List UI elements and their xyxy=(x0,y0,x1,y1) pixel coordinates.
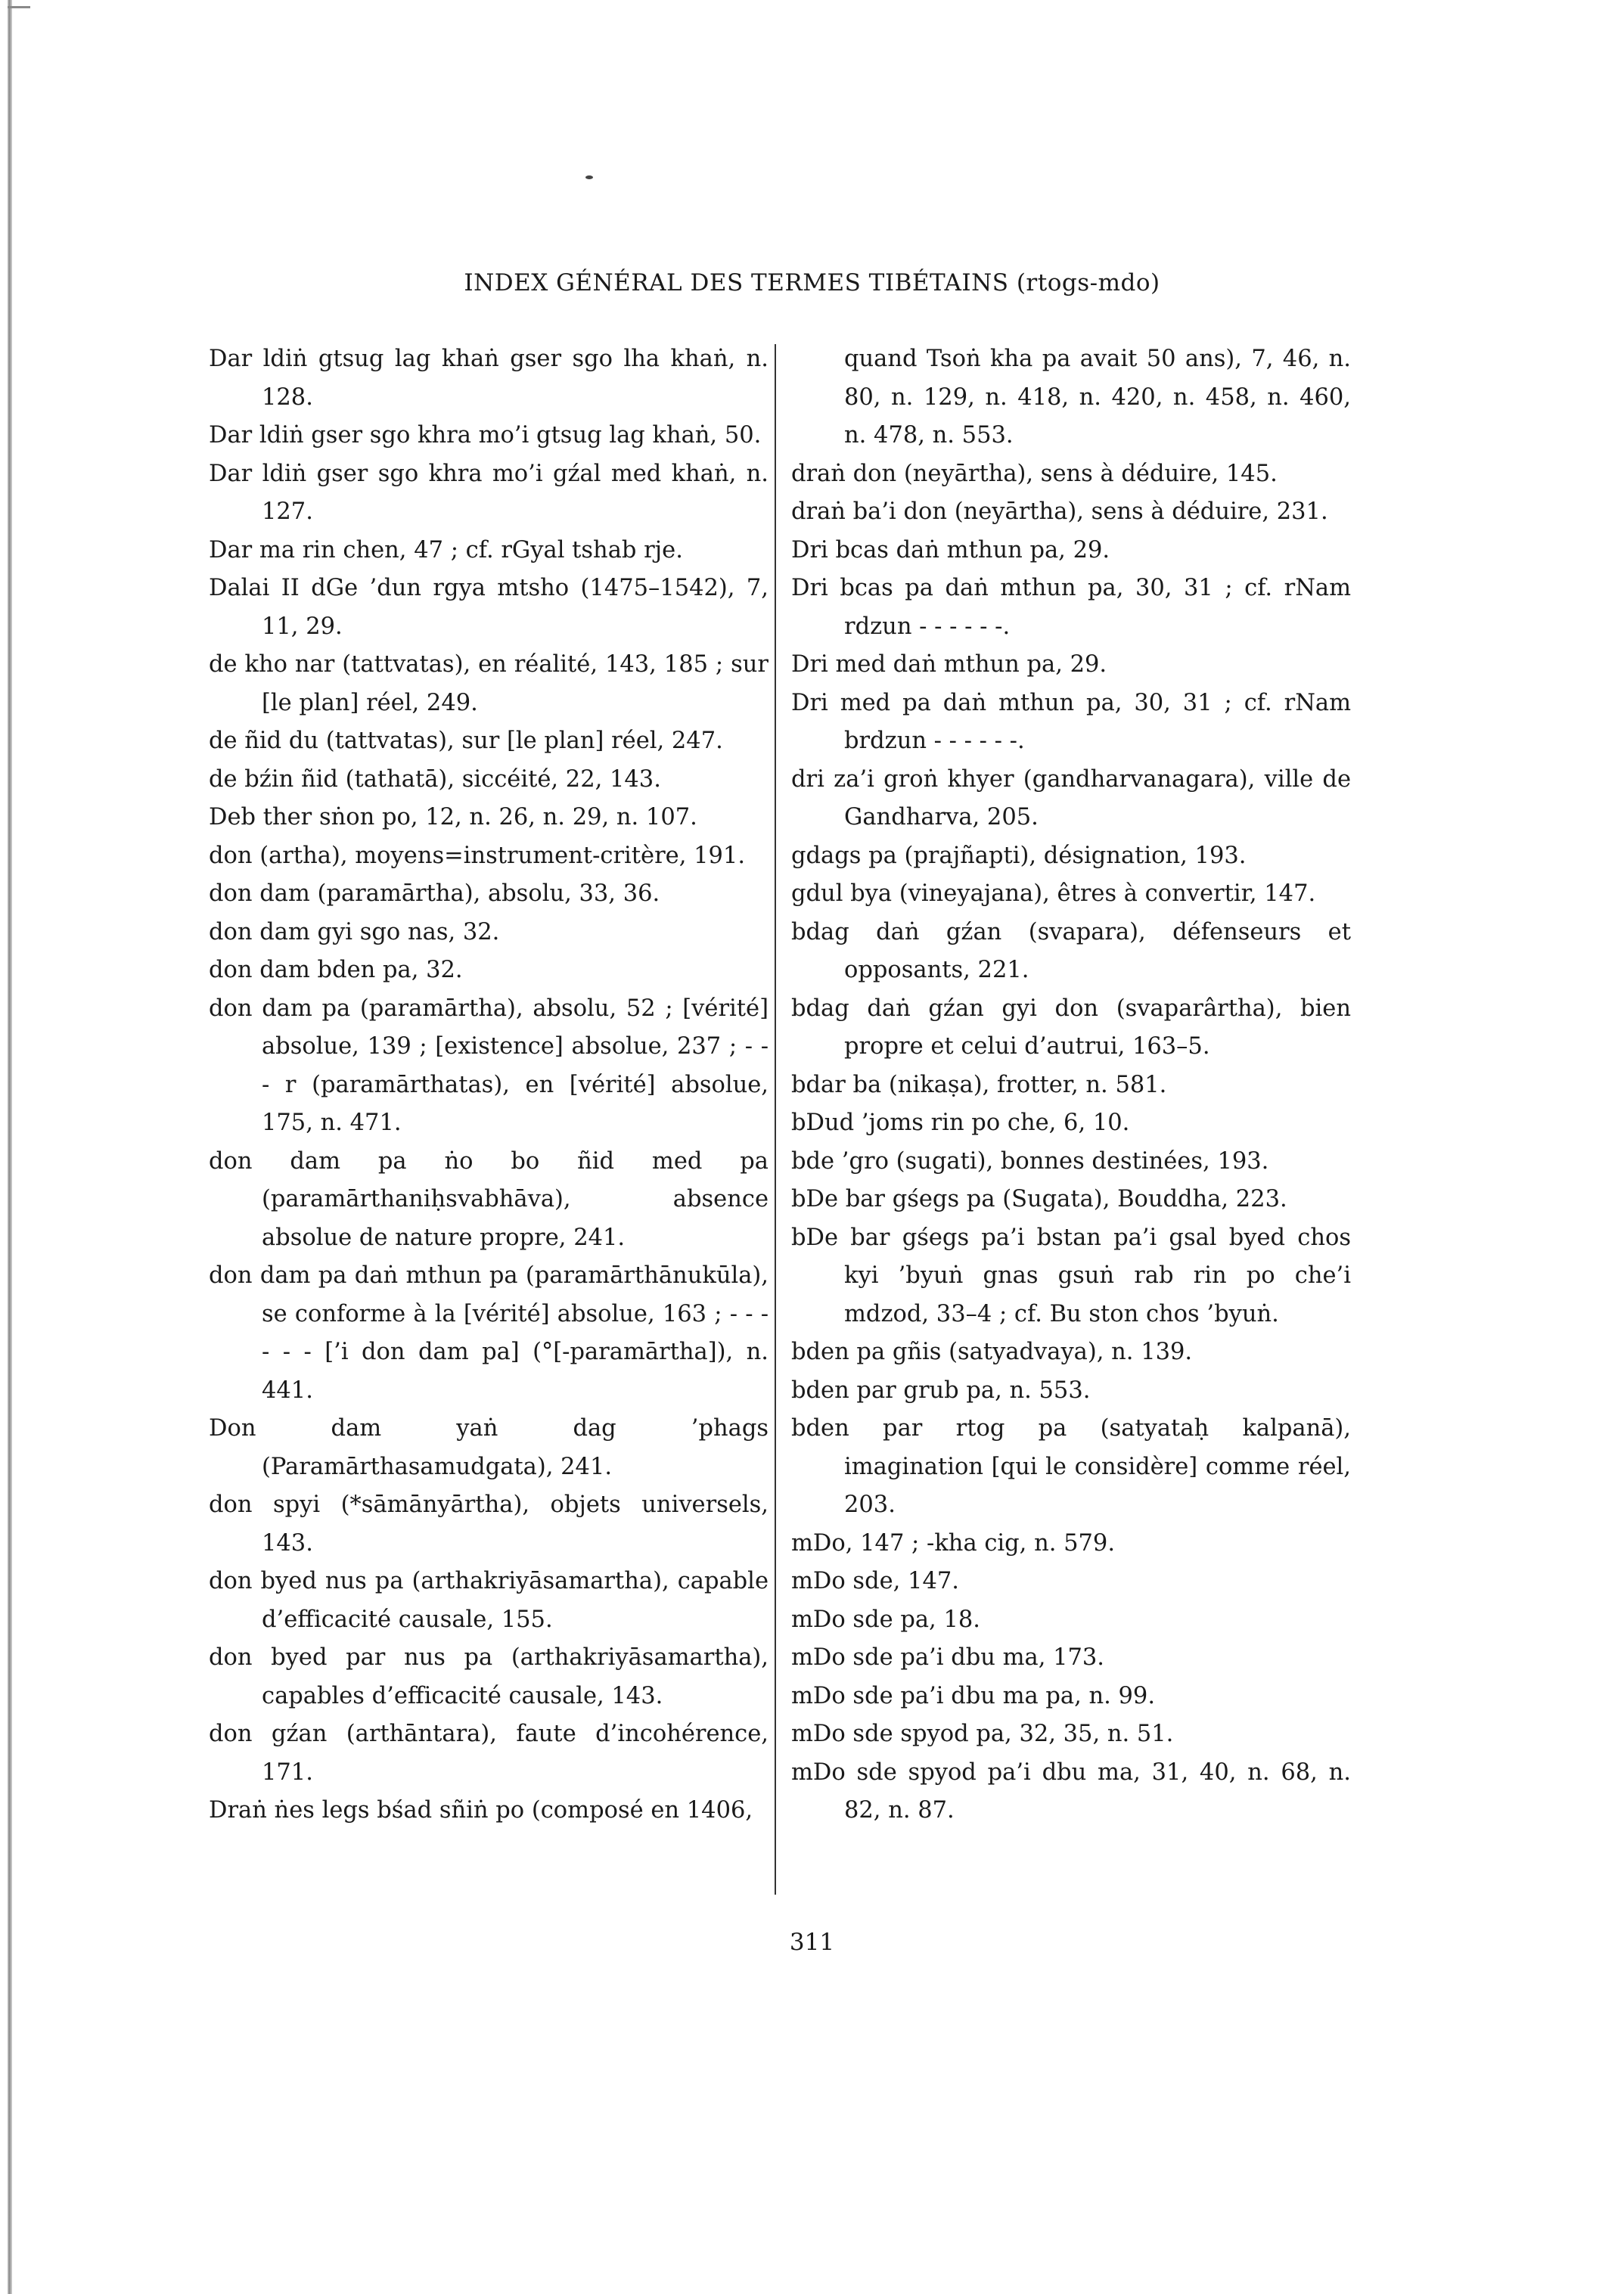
index-entry: don dam pa ṅo bo ñid med pa (paramārthaniḥsvabhāva), absence absolue de nature propre, 241. xyxy=(209,1147,769,1251)
index-entry: mDo sde pa’i dbu ma pa, n. 99. xyxy=(791,1682,1156,1709)
index-entry: Dar ma rin chen, 47 ; cf. rGyal tshab rje. xyxy=(209,536,683,563)
index-entry: mDo sde spyod pa, 32, 35, n. 51. xyxy=(791,1721,1174,1747)
index-entry: de kho nar (tattvatas), en réalité, 143, 185 ; sur [le plan] réel, 249. xyxy=(209,651,769,716)
index-entry: de ñid du (tattvatas), sur [le plan] réel, 247. xyxy=(209,728,723,754)
index-entry: Dri bcas pa daṅ mthun pa, 30, 31 ; cf. rNam rdzun - - - - - -. xyxy=(791,575,1351,640)
index-entry: draṅ don (neyārtha), sens à déduire, 145. xyxy=(791,460,1278,487)
index-entry: bdag daṅ gźan gyi don (svaparârtha), bien propre et celui d’autrui, 163–5. xyxy=(791,995,1351,1060)
index-entry: don dam (paramārtha), absolu, 33, 36. xyxy=(209,880,660,907)
right-column xyxy=(791,340,1351,1830)
index-entry: bden par rtog pa (satyataḥ kalpanā), imagination [qui le considère] comme réel, 203. xyxy=(791,1415,1351,1518)
index-entry: don dam pa daṅ mthun pa (paramārthānukūla), se conforme à la [vérité] absolue, 163 ; - - - - - - [’i don dam pa] (°[-paramārtha]), n. 441. xyxy=(209,1262,769,1404)
index-entry: don dam pa (paramārtha), absolu, 52 ; [vérité] absolue, 139 ; [existence] absolue, 237 ; - - - r (paramārthatas), en [vérité] absolue, 175, n. 471. xyxy=(209,995,769,1136)
index-entry: don dam gyi sgo nas, 32. xyxy=(209,918,500,945)
index-entry-continuation: quand Tsoṅ kha pa avait 50 ans), 7, 46, n. 80, n. 129, n. 418, n. 420, n. 458, n. 460, n. 478, n. 553. xyxy=(844,346,1351,449)
index-entry: don gźan (arthāntara), faute d’incohérence, 171. xyxy=(209,1721,769,1786)
index-entry: de bźin ñid (tathatā), siccéité, 22, 143. xyxy=(209,765,661,793)
index-entry: draṅ ba’i don (neyārtha), sens à déduire, 231. xyxy=(791,498,1328,525)
index-entry: bdar ba (nikaṣa), frotter, n. 581. xyxy=(791,1071,1167,1098)
index-entry: don (artha), moyens=instrument-critère, 191. xyxy=(209,842,746,869)
index-entry: don dam bden pa, 32. xyxy=(209,957,463,983)
index-entry: Deb ther sṅon po, 12, n. 26, n. 29, n. 107. xyxy=(209,804,697,830)
index-entry: Don dam yaṅ dag ’phags (Paramārthasamudgata), 241. xyxy=(209,1415,769,1480)
index-entry: mDo, 147 ; -kha cig, n. 579. xyxy=(791,1529,1116,1557)
index-entry: bDe bar gśegs pa (Sugata), Bouddha, 223. xyxy=(791,1186,1287,1212)
index-entry: don byed nus pa (arthakriyāsamartha), capable d’efficacité causale, 155. xyxy=(209,1568,769,1633)
index-entry: bdag daṅ gźan (svapara), défenseurs et opposants, 221. xyxy=(791,918,1351,983)
index-entry: dri za’i groṅ khyer (gandharvanagara), ville de Gandharva, 205. xyxy=(791,765,1351,830)
index-entry: Dalai II dGe ’dun rgya mtsho (1475–1542), 7, 11, 29. xyxy=(209,575,769,640)
index-entry: Dri med pa daṅ mthun pa, 30, 31 ; cf. rNam brdzun - - - - - -. xyxy=(791,689,1351,754)
index-entry: bden pa gñis (satyadvaya), n. 139. xyxy=(791,1339,1193,1365)
index-entry: don spyi (*sāmānyārtha), objets universels, 143. xyxy=(209,1492,769,1557)
index-entry: Dri bcas daṅ mthun pa, 29. xyxy=(791,536,1110,563)
left-column xyxy=(209,340,769,1830)
index-entry: Dri med daṅ mthun pa, 29. xyxy=(791,651,1107,678)
index-entry: bDud ’joms rin po che, 6, 10. xyxy=(791,1110,1130,1136)
index-entry: gdags pa (prajñapti), désignation, 193. xyxy=(791,842,1247,869)
index-entry: bde ’gro (sugati), bonnes destinées, 193. xyxy=(791,1147,1269,1175)
page-number: 311 xyxy=(789,1929,835,1956)
index-entry: mDo sde pa, 18. xyxy=(791,1606,980,1633)
index-entry: don byed par nus pa (arthakriyāsamartha), capables d’efficacité causale, 143. xyxy=(209,1644,769,1709)
running-header: INDEX GÉNÉRAL DES TERMES TIBÉTAINS (rtogs-mdo) xyxy=(464,269,1160,296)
index-entry: Dar ldiṅ gser sgo khra mo’i gźal med khaṅ, n. 127. xyxy=(209,460,769,525)
index-entry: mDo sde pa’i dbu ma, 173. xyxy=(791,1644,1104,1671)
index-entry: mDo sde spyod pa’i dbu ma, 31, 40, n. 68, n. 82, n. 87. xyxy=(791,1759,1351,1824)
index-entry: Dar ldiṅ gser sgo khra mo’i gtsug lag khaṅ, 50. xyxy=(209,422,762,449)
dust-speck xyxy=(585,175,593,179)
index-entry: bDe bar gśegs pa’i bstan pa’i gsal byed chos kyi ’byuṅ gnas gsuṅ rab rin po che’i mdzod, 33–4 ; cf. Bu ston chos ’byuṅ. xyxy=(791,1224,1351,1327)
scan-edge-mark xyxy=(8,6,30,8)
index-entry: gdul bya (vineyajana), êtres à convertir, 147. xyxy=(791,880,1316,907)
index-entry: Draṅ ṅes legs bśad sñiṅ po (composé en 1406, xyxy=(209,1797,753,1824)
column-divider xyxy=(775,344,776,1895)
index-entry: Dar ldiṅ gtsug lag khaṅ gser sgo lha khaṅ, n. 128. xyxy=(209,346,769,411)
index-entry: bden par grub pa, n. 553. xyxy=(791,1377,1091,1404)
index-entry: mDo sde, 147. xyxy=(791,1568,959,1594)
